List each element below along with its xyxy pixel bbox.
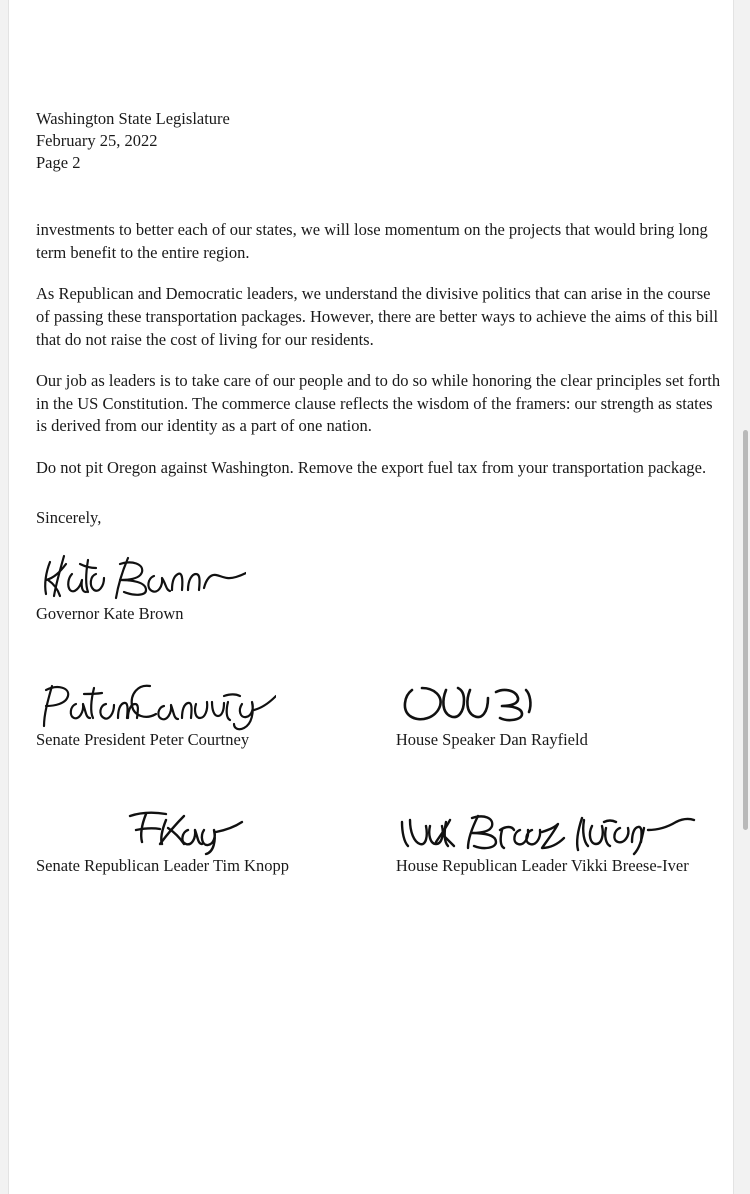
signature-entry-vikki-breese-iverson	[396, 798, 723, 876]
document-content	[36, 108, 723, 876]
document-sheet	[9, 0, 733, 1194]
body-paragraph-3: Our job as leaders is to take care of our people and to do so while honoring the clear principles set forth in the US Constitution. The commerce clause reflects the wisdom of the framers: our strength as states is derived from our identity as a part of one nation.	[36, 371, 721, 436]
closing-line: Sincerely,	[36, 507, 102, 527]
signature-block	[36, 546, 723, 876]
page-left-gutter	[0, 0, 9, 1194]
body-paragraph-1: investments to better each of our states, we will lose momentum on the projects that would bring long term benefit to the entire region.	[36, 220, 708, 262]
signature-row-3	[36, 798, 723, 876]
signature-image-dan-rayfield	[396, 672, 723, 730]
signature-title-vikki-breese-iverson: House Republican Leader Vikki Breese-Iver	[395, 855, 689, 875]
signature-entry-peter-courtney	[36, 672, 396, 750]
signature-image-peter-courtney	[36, 672, 396, 730]
signature-image-vikki-breese-iverson	[396, 798, 723, 856]
signature-entry-dan-rayfield	[396, 672, 723, 750]
letterhead-page-number: Page 2	[36, 152, 81, 172]
letterhead	[36, 108, 723, 173]
signature-entry-kate-brown	[36, 546, 432, 624]
signature-image-kate-brown	[36, 546, 432, 604]
letterhead-recipient: Washington State Legislature	[36, 109, 230, 128]
body-paragraph-4: Do not pit Oregon against Washington. Remove the export fuel tax from your transportation package.	[36, 458, 707, 478]
vertical-scrollbar[interactable]	[743, 430, 748, 830]
letterhead-date: February 25, 2022	[36, 130, 158, 150]
signature-image-tim-knopp	[36, 798, 396, 856]
signature-title-kate-brown: Governor Kate Brown	[36, 603, 184, 623]
signature-title-peter-courtney: Senate President Peter Courtney	[36, 729, 250, 749]
signature-row-1	[36, 546, 723, 624]
signature-row-2	[36, 672, 723, 750]
signature-title-tim-knopp: Senate Republican Leader Tim Knopp	[36, 855, 289, 875]
signature-entry-tim-knopp	[36, 798, 396, 876]
signature-title-dan-rayfield: House Speaker Dan Rayfield	[395, 729, 588, 749]
body-paragraph-2: As Republican and Democratic leaders, we understand the divisive politics that can arise in the course of passing these transportation packages. However, there are better ways to achieve the aims of this bill that do not raise the cost of living for our residents.	[36, 284, 719, 349]
